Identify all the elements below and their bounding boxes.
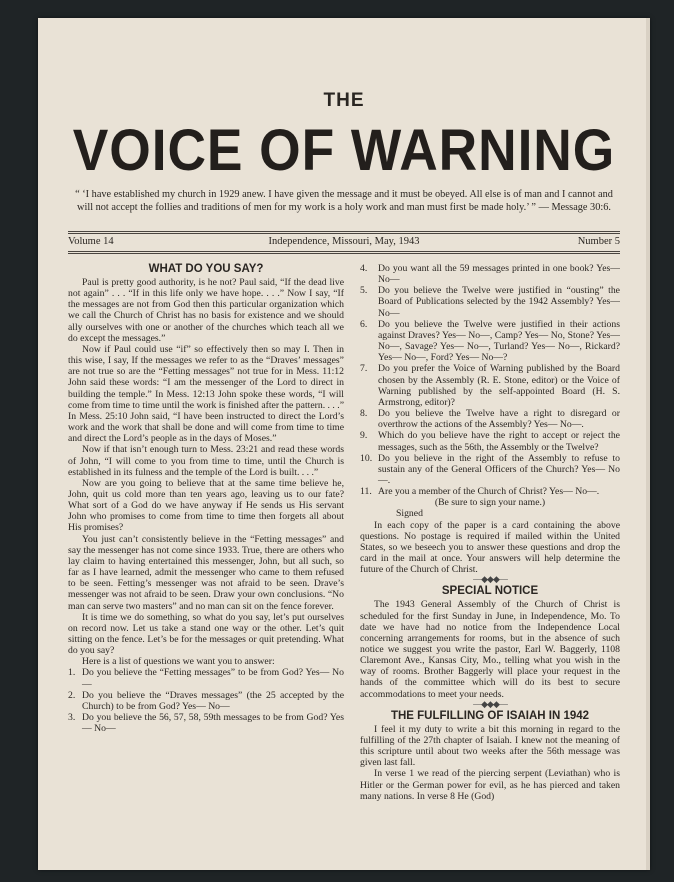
list-item — [360, 486, 620, 497]
paragraph: Now if Paul could use “if” so effectively then so may I. Then in this wise, I say, If the messages we refer to as the “Draves’ messages” are not true so are the “Fetting messages” not true for in Mess. 11:12 John said these words: “I am the messenger of the Lord to direct in building the temple.” In Mess. 12:13 John spoke these words, “I will come from time to time until the work is finished after the pattern. . . .” In Mess. 25:10 John said, “I have been instructed to direct the Lord’s work and the work that shall be done and will come from time to time and direct the Lord’s people as in the days of Moses.” — [68, 343, 344, 445]
question-number: 2. — [68, 689, 76, 701]
question-list-left — [68, 667, 344, 734]
list-item — [68, 667, 344, 689]
question-text: Do you prefer the Voice of Warning published by the Board chosen by the Assembly (R. E. Stone, editor) or the Voice of Warning published by the self-appointed Board (H. S. Armstrong, editor)? — [378, 363, 620, 408]
question-number: 11. — [360, 486, 372, 498]
question-text: Do you believe the 56, 57, 58, 59th messages to be from God? Yes— No— — [82, 712, 344, 735]
list-item — [360, 319, 620, 364]
paragraph: In verse 1 we read of the piercing serpent (Leviathan) who is Hitler or the German power for evil, as he has pierced and taken many nations. In verse 8 He (God) — [360, 768, 620, 802]
question-number: 4. — [360, 263, 368, 274]
question-number: 5. — [360, 285, 368, 297]
question-number: 1. — [68, 667, 76, 679]
question-number: 10. — [360, 452, 373, 464]
masthead-the: THE — [323, 90, 365, 111]
sign-note: (Be sure to sign your name.) — [434, 497, 546, 509]
newspaper-page — [38, 18, 650, 870]
rule-top — [68, 231, 620, 232]
question-text: Do you believe the Twelve were justified in “ousting” the Board of Publications selected by the 1942 Assembly? Yes— No— — [378, 285, 620, 319]
place-date: Independence, Missouri, May, 1943 — [268, 236, 420, 247]
question-number: 3. — [68, 712, 76, 724]
heading-special-notice: SPECIAL NOTICE — [441, 585, 539, 598]
list-item — [360, 263, 620, 285]
list-item — [360, 430, 620, 452]
question-text: Which do you believe have the right to accept or reject the messages, such as the 56th, the Assembly or the Twelve? — [378, 430, 620, 453]
question-number: 7. — [360, 363, 368, 375]
column-left — [68, 262, 344, 734]
masthead-title: VOICE OF WARNING — [72, 118, 616, 183]
question-text: Do you want all the 59 messages printed in one book? Yes— No— — [378, 263, 620, 286]
question-list-right — [360, 263, 620, 497]
rule-bottom-2 — [68, 253, 620, 254]
heading-fulfilling-of-isaiah: THE FULFILLING OF ISAIAH IN 1942 — [390, 709, 590, 722]
paragraph: Now are you going to believe that at the same time believe he, John, quit us cold more than ten years ago, leaving us to our fate? What sort of a God do we have anyway if He sends us His servant John who promises to come from time to time then forgets all about His promises? — [68, 477, 344, 534]
question-text: Do you believe the Twelve were justified in their actions against Draves? Yes— No—, Camp? Yes— No, Stone? Yes— No—, Savage? Yes— No—, Turland? Yes— No—, Rickard? Yes— No—, Ford? Yes— No—? — [378, 318, 620, 364]
paragraph: In each copy of the paper is a card containing the above questions. No postage is required if mailed within the United States, so we beseech you to answer these questions and drop the card in the mail at once. Your answers will help determine the future of the Church of Christ. — [360, 519, 620, 576]
paper-edge — [646, 18, 650, 870]
question-number: 9. — [360, 430, 368, 442]
column-right — [360, 263, 620, 802]
question-text: Do you believe the “Draves messages” (the 25 accepted by the Church) to be from God? Yes— No— — [82, 689, 344, 712]
heading-what-do-you-say: WHAT DO YOU SAY? — [148, 263, 264, 275]
ornament-divider: —◆◆◆— — [473, 574, 507, 585]
paragraph: The 1943 General Assembly of the Church of Christ is scheduled for the first Sunday in June, in Independence, Mo. To date we have had no notice from the Independence Local concerning arrangements for rooms, but in the absence of such notice we suggest you write the pastor, Earl W. Baggerly, 1108 Claremont Ave., Kansas City, Mo., telling what you wish in the way of rooms. Brother Baggerly will place your request in the hands of the committee which will do its best to secure accommodations to meet your needs. — [360, 599, 620, 700]
paragraph: Here is a list of questions we want you to answer: — [82, 656, 275, 668]
list-item — [68, 712, 344, 734]
question-text: Do you believe in the right of the Assembly to refuse to sustain any of the General Officers of the Church? Yes— No—. — [378, 452, 620, 486]
question-number: 8. — [360, 408, 368, 420]
rule-top-2 — [68, 233, 620, 234]
list-item — [68, 690, 344, 712]
paragraph: Now if that isn’t enough turn to Mess. 23:21 and read these words of John, “I will come to you from time to time, until the Church is established in its fulness and the temple of the Lord is built. . . .” — [68, 444, 344, 478]
paragraph: I feel it my duty to write a bit this morning in regard to the fulfilling of the 27th chapter of Isaiah. I knew not the meaning of this scripture until about two weeks after the 56th message was given last fall. — [360, 723, 620, 769]
question-text: Are you a member of the Church of Christ? Yes— No—. — [378, 486, 600, 498]
volume-label: Volume 14 — [68, 236, 114, 247]
signed-line: Signed — [396, 508, 423, 520]
masthead-motto: “ ‘I have established my church in 1929 anew. I have given the message and it must be obeyed. All else is of man and I cannot and will not accept the follies and traditions of men for my work is a holy work and man must first be made holy.’ ” — Message 30:6. — [75, 189, 613, 213]
list-item — [360, 453, 620, 486]
list-item — [360, 363, 620, 408]
question-number: 6. — [360, 318, 368, 330]
paragraph: You just can’t consistently believe in the “Fetting messages” and say the messenger has not come since 1933. True, there are others who lay claim to having entertained this messenger, John, but all such, so far as I have learned, admit the messenger who came to them refused to be seen. Fetting’s messenger was not afraid to be seen. Drave’s messenger was not afraid to be seen. Draw your own conclusions. “No man can serve two masters” and no man can sit on the fence forever. — [68, 533, 344, 612]
question-text: Do you believe the “Fetting messages” to be from God? Yes— No— — [82, 667, 344, 690]
ornament-divider: —◆◆◆— — [473, 698, 507, 709]
list-item — [360, 285, 620, 318]
number-label: Number 5 — [577, 236, 620, 247]
rule-bottom — [68, 251, 620, 252]
paragraph: It is time we do something, so what do you say, let’s put ourselves on record now. Let us take a stand one way or the other. Let’s quit sitting on the fence. Let’s be for the messages or quit pretending. What do you say? — [68, 611, 344, 657]
list-item — [360, 408, 620, 430]
paragraph: Paul is pretty good authority, is he not? Paul said, “If the dead live not again” . . . “If in this life only we have hope. . . .” Now I say, “If the messages are not from God then this particular organization which we call the Church of Christ has no basis for existence and we should ally ourselves with one or another of the churches which teach all we do except the messages.” — [68, 277, 344, 344]
question-text: Do you believe the Twelve have a right to disregard or overthrow the actions of the Assembly? Yes— No—. — [378, 408, 620, 431]
